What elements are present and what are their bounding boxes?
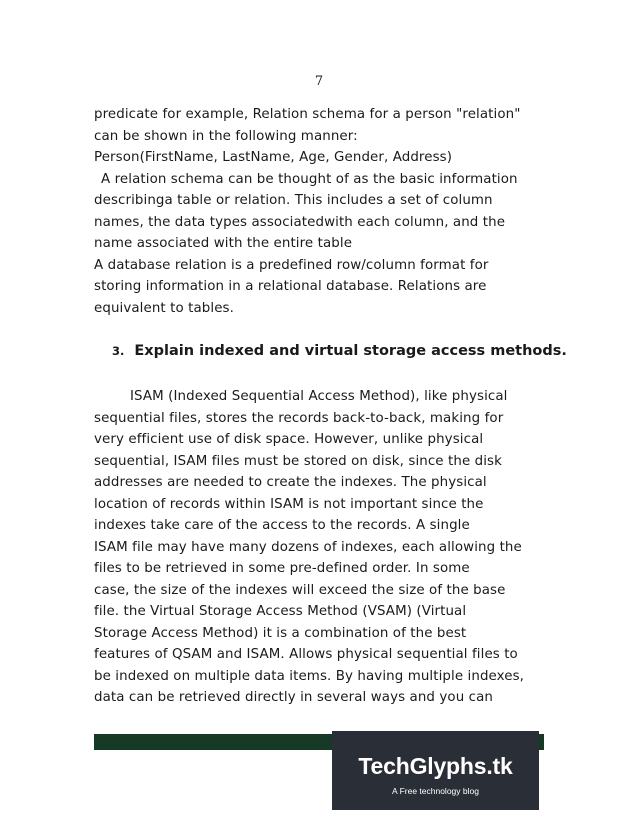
section-heading — [112, 343, 567, 359]
text-line: data can be retrieved directly in several ways and you can — [94, 690, 493, 705]
text-line: addresses are needed to create the indexes. The physical — [94, 475, 487, 490]
section-number: 3. — [112, 344, 125, 358]
text-line: name associated with the entire table — [94, 236, 353, 251]
text-line: describinga table or relation. This includes a set of column — [94, 193, 493, 208]
section-title: Explain indexed and virtual storage access methods. — [134, 343, 567, 359]
text-line: indexes take care of the access to the records. A single — [94, 518, 470, 533]
text-line: location of records within ISAM is not important since the — [94, 496, 484, 512]
brand-tagline: A Free technology blog — [392, 786, 479, 796]
text-line: names, the data types associatedwith each column, and the — [94, 214, 506, 230]
text-line: A database relation is a predefined row/column format for — [94, 257, 489, 273]
paragraph-isam-vsam — [94, 386, 544, 709]
text-line: ISAM (Indexed Sequential Access Method), like physical — [130, 389, 508, 404]
text-line: Person(FirstName, LastName, Age, Gender, Address) — [94, 150, 453, 165]
text-line: A relation schema can be thought of as the basic information — [101, 171, 518, 187]
text-line: storing information in a relational database. Relations are — [94, 279, 487, 294]
text-line: be indexed on multiple data items. By having multiple indexes, — [94, 668, 525, 684]
text-line: can be shown in the following manner: — [94, 128, 358, 144]
brand-name: TechGlyphs.tk — [358, 753, 513, 779]
text-line: case, the size of the indexes will exceed the size of the base — [94, 582, 506, 598]
text-line: predicate for example, Relation schema for a person "relation" — [94, 107, 521, 122]
text-line: files to be retrieved in some pre-defined order. In some — [94, 561, 470, 576]
text-line: sequential files, stores the records back-to-back, making for — [94, 410, 504, 426]
paragraph-relation-schema — [94, 104, 544, 319]
brand-watermark — [332, 731, 539, 810]
text-line: file. the Virtual Storage Access Method (VSAM) (Virtual — [94, 604, 467, 619]
page-number: 7 — [314, 74, 324, 89]
text-line: sequential, ISAM files must be stored on disk, since the disk — [94, 453, 502, 469]
text-line: features of QSAM and ISAM. Allows physical sequential files to — [94, 647, 518, 662]
text-line: equivalent to tables. — [94, 300, 234, 316]
text-line: very efficient use of disk space. However, unlike physical — [94, 432, 484, 447]
text-line: Storage Access Method) it is a combination of the best — [94, 625, 467, 641]
text-line: ISAM file may have many dozens of indexes, each allowing the — [94, 539, 522, 555]
